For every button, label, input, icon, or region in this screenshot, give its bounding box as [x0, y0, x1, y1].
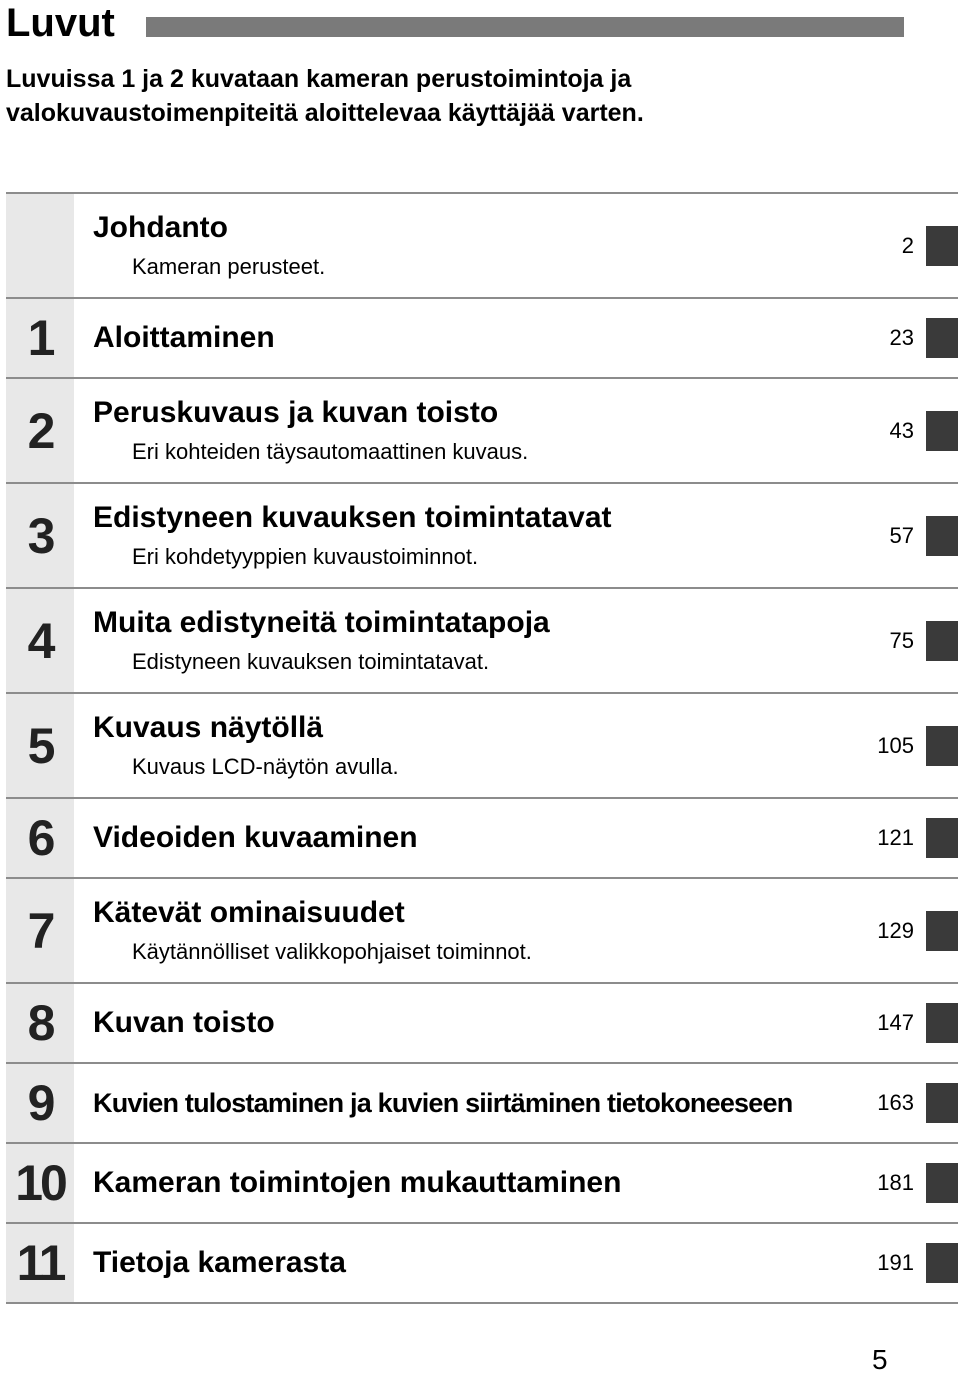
- chapter-title[interactable]: Tietoja kamerasta: [93, 1246, 346, 1279]
- chapter-number: 8: [6, 984, 74, 1062]
- chapter-content: [74, 299, 958, 377]
- chapter-content: [74, 484, 958, 587]
- chapter-tab: [926, 818, 958, 858]
- chapter-title[interactable]: Kuvien tulostaminen ja kuvien siirtäminen tietokoneeseen: [93, 1088, 793, 1118]
- chapter-number: [6, 194, 74, 297]
- chapter-number: 9: [6, 1064, 74, 1142]
- toc-row-johdanto[interactable]: [6, 194, 958, 299]
- chapter-tab: [926, 621, 958, 661]
- chapter-content: [74, 1064, 958, 1142]
- chapter-number: 7: [6, 879, 74, 982]
- toc-row-4[interactable]: [6, 589, 958, 694]
- chapter-content: [74, 984, 958, 1062]
- page-number[interactable]: 23: [889, 325, 914, 350]
- chapter-subtitle: Edistyneen kuvauksen toimintatavat.: [132, 648, 490, 674]
- chapter-content: [74, 379, 958, 482]
- chapter-title[interactable]: Kameran toimintojen mukauttaminen: [93, 1166, 622, 1199]
- chapter-subtitle: Eri kohdetyyppien kuvaustoiminnot.: [132, 543, 479, 569]
- chapter-content: [74, 694, 958, 797]
- chapter-tab: [926, 411, 958, 451]
- toc-row-7[interactable]: [6, 879, 958, 984]
- table-of-contents: [6, 192, 958, 1304]
- intro-text: Luvuissa 1 ja 2 kuvataan kameran perustoimintoja ja valokuvaustoimenpiteitä aloittelevaa käyttäjää varten.: [6, 65, 644, 127]
- chapter-number: 5: [6, 694, 74, 797]
- page-number[interactable]: 57: [889, 522, 914, 548]
- page-number[interactable]: 105: [877, 732, 914, 758]
- chapter-number: 6: [6, 799, 74, 877]
- page-title: Luvut: [6, 1, 115, 45]
- chapter-subtitle: Käytännölliset valikkopohjaiset toiminnot.: [132, 938, 532, 964]
- chapter-subtitle: Eri kohteiden täysautomaattinen kuvaus.: [132, 438, 529, 464]
- chapter-title[interactable]: Videoiden kuvaaminen: [93, 821, 418, 854]
- chapter-tab: [926, 726, 958, 766]
- chapter-tab: [926, 911, 958, 951]
- chapter-tab: [926, 1003, 958, 1043]
- toc-row-9[interactable]: [6, 1064, 958, 1144]
- chapter-tab: [926, 1163, 958, 1203]
- chapter-number: 3: [6, 484, 74, 587]
- toc-row-6[interactable]: [6, 799, 958, 879]
- chapter-tab: [926, 318, 958, 358]
- chapter-content: [74, 194, 958, 297]
- page-number[interactable]: 43: [889, 417, 914, 443]
- chapter-number: 11: [6, 1224, 74, 1302]
- toc-row-2[interactable]: [6, 379, 958, 484]
- page-number[interactable]: 181: [877, 1170, 914, 1195]
- chapter-title[interactable]: Kätevät ominaisuudet: [93, 895, 405, 929]
- chapter-tab: [926, 1083, 958, 1123]
- chapter-content: [74, 1144, 958, 1222]
- page-number[interactable]: 75: [889, 627, 914, 653]
- page-number[interactable]: 191: [877, 1250, 914, 1275]
- chapter-subtitle: Kameran perusteet.: [132, 253, 326, 279]
- toc-row-8[interactable]: [6, 984, 958, 1064]
- chapter-number: 1: [6, 299, 74, 377]
- chapter-tab: [926, 1243, 958, 1283]
- page-number[interactable]: 163: [877, 1090, 914, 1115]
- chapter-tab: [926, 516, 958, 556]
- chapter-number: 10: [6, 1144, 74, 1222]
- chapter-number: 4: [6, 589, 74, 692]
- chapter-number: 2: [6, 379, 74, 482]
- chapter-tab: [926, 226, 958, 266]
- page-number[interactable]: 147: [877, 1010, 914, 1035]
- chapter-content: [74, 879, 958, 982]
- chapter-title[interactable]: Kuvan toisto: [93, 1006, 275, 1039]
- toc-row-11[interactable]: [6, 1224, 958, 1304]
- chapter-title[interactable]: Edistyneen kuvauksen toimintatavat: [93, 500, 612, 534]
- toc-row-3[interactable]: [6, 484, 958, 589]
- chapter-title[interactable]: Muita edistyneitä toimintatapoja: [93, 605, 550, 639]
- page-header: [6, 0, 960, 48]
- chapter-title[interactable]: Johdanto: [93, 210, 228, 244]
- title-bar: [146, 17, 904, 37]
- chapter-title[interactable]: Peruskuvaus ja kuvan toisto: [93, 395, 499, 429]
- chapter-subtitle: Kuvaus LCD-näytön avulla.: [132, 753, 399, 779]
- page-number[interactable]: 121: [877, 825, 914, 850]
- page-number[interactable]: 129: [877, 917, 914, 943]
- toc-row-10[interactable]: [6, 1144, 958, 1224]
- chapter-content: [74, 799, 958, 877]
- chapter-title[interactable]: Aloittaminen: [93, 321, 275, 354]
- footer-page-number: 5: [872, 1344, 888, 1375]
- chapter-content: [74, 589, 958, 692]
- page-number[interactable]: 2: [901, 232, 914, 258]
- chapter-title[interactable]: Kuvaus näytöllä: [93, 710, 324, 744]
- toc-row-1[interactable]: [6, 299, 958, 379]
- toc-row-5[interactable]: [6, 694, 958, 799]
- chapter-content: [74, 1224, 958, 1302]
